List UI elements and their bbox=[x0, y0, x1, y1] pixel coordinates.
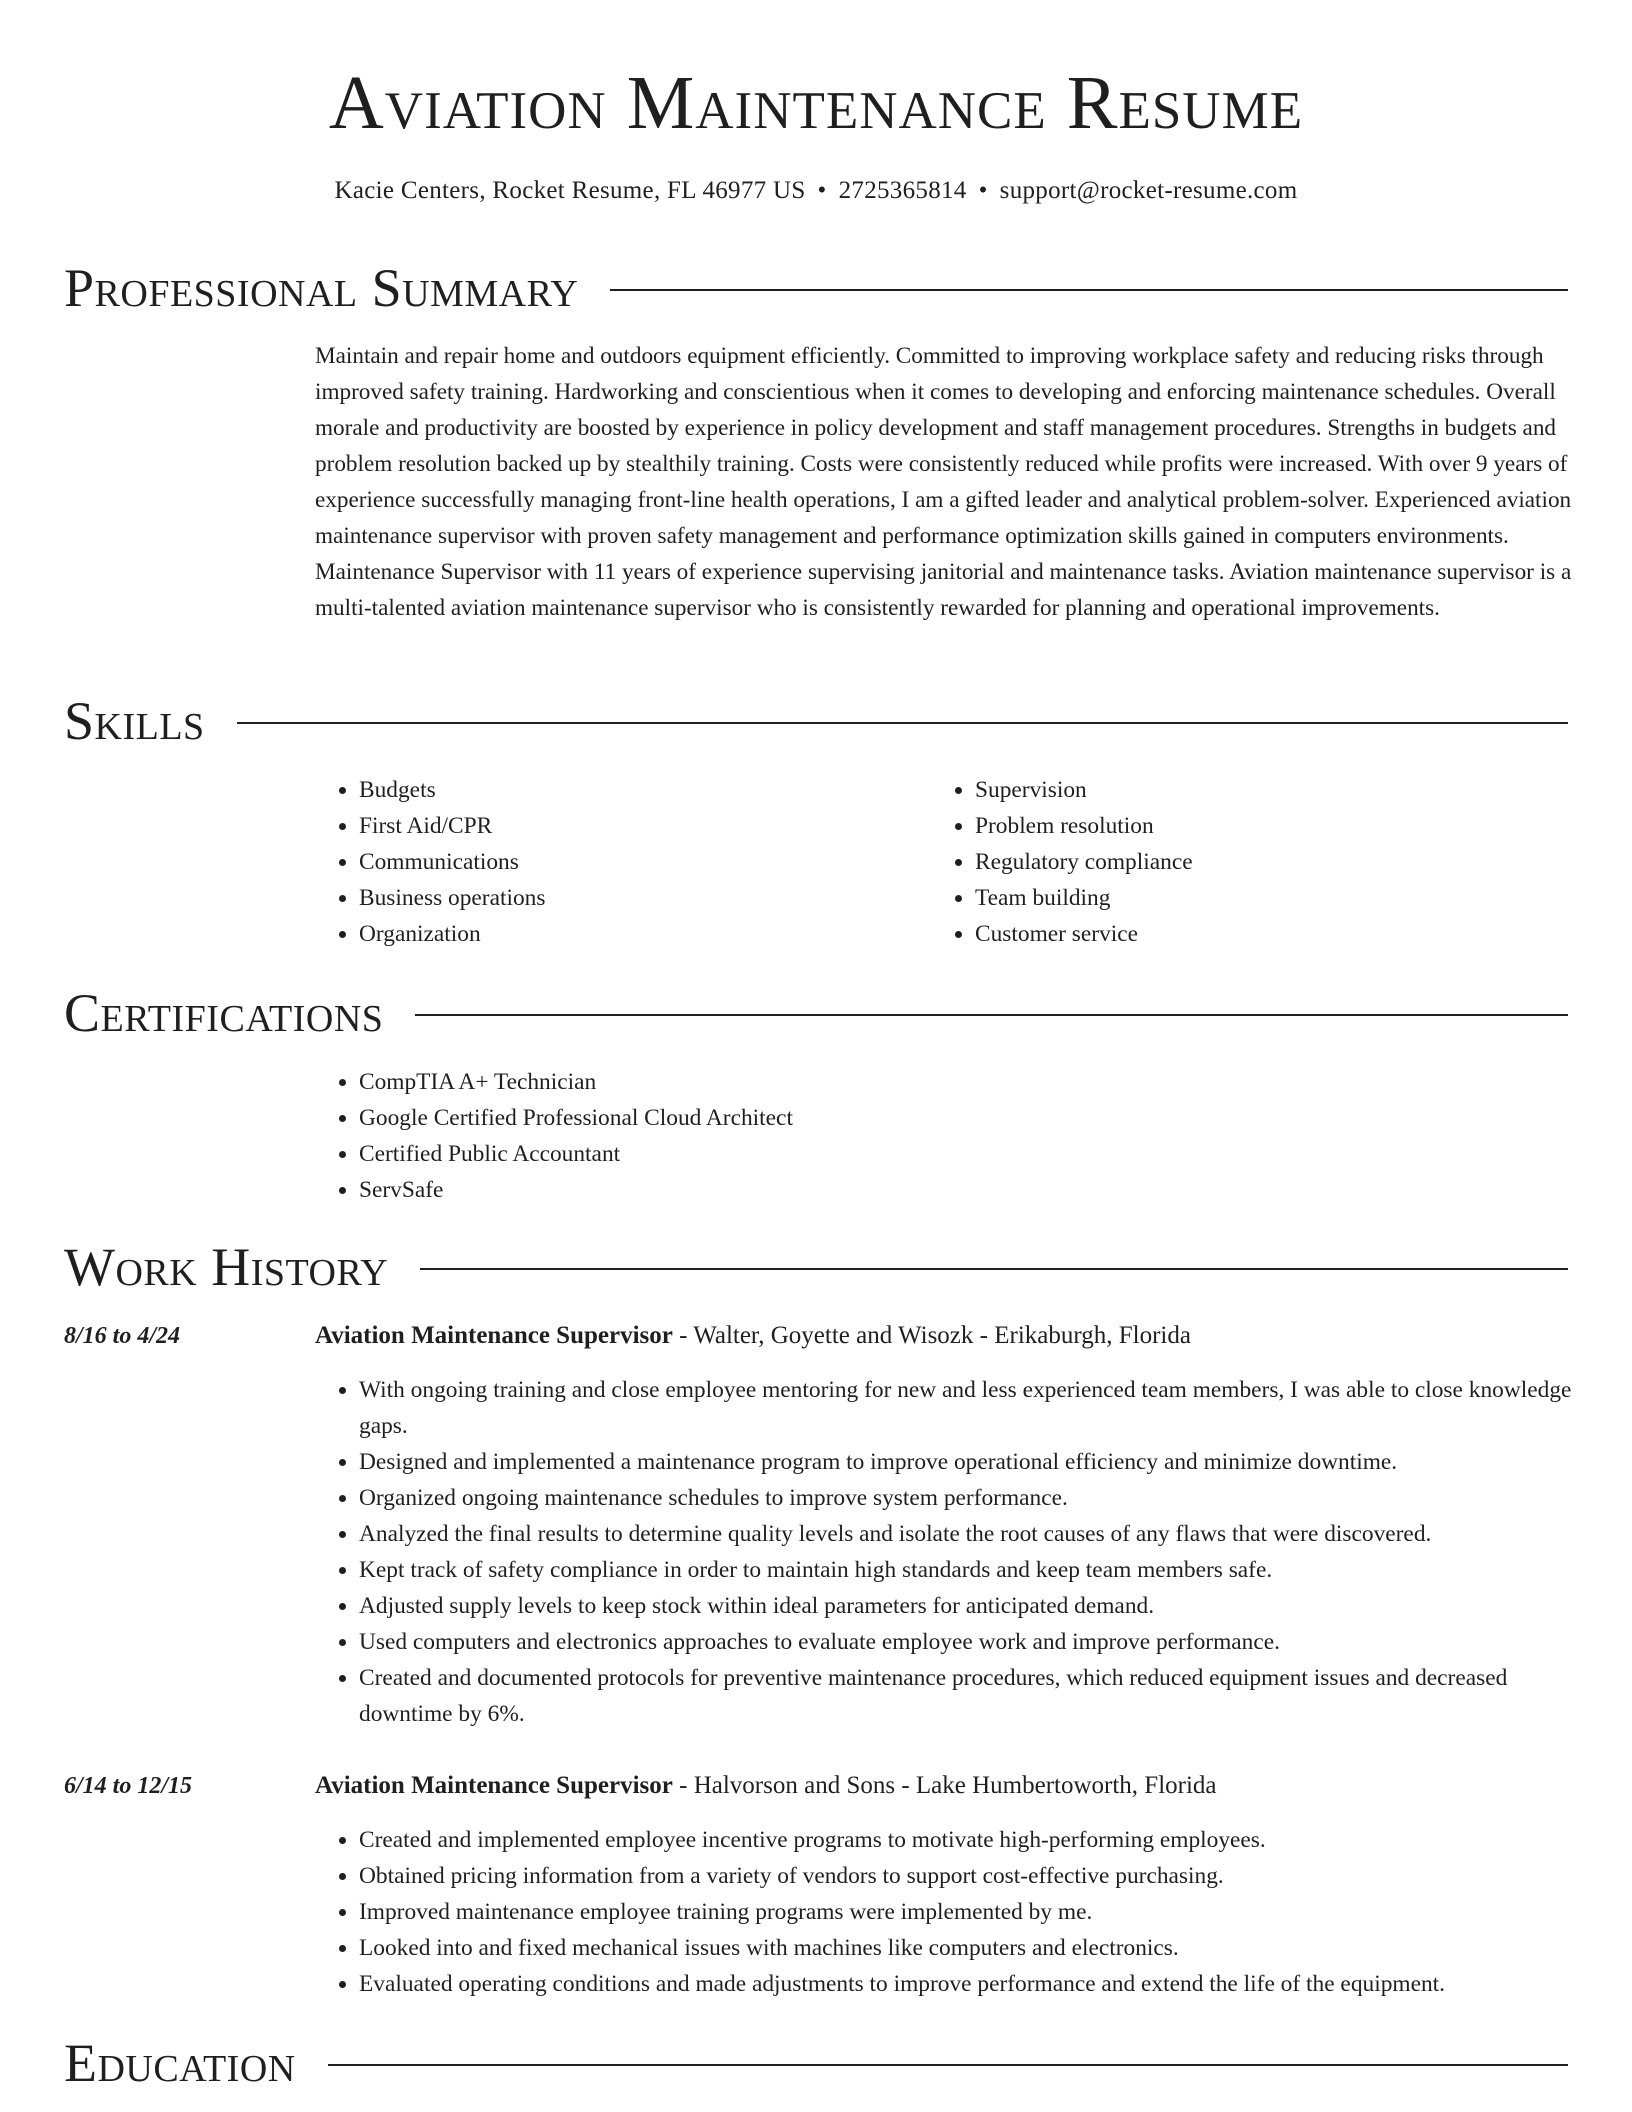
certification-item: • ServSafe bbox=[359, 1172, 1515, 1208]
section-divider bbox=[420, 1268, 1568, 1270]
job-bullet: • Adjusted supply levels to keep stock within ideal parameters for anticipated demand. bbox=[359, 1588, 1575, 1624]
job-title: Aviation Maintenance Supervisor bbox=[315, 1322, 673, 1349]
skill-item: • Team building bbox=[975, 880, 1531, 916]
summary-text: Maintain and repair home and outdoors equipment efficiently. Committed to improving workplace safety and reducing risks through improved safety training. Hardworking and conscientious when it comes to developing and enforcing maintenance schedules. Overall morale and productivity are boosted by experience in policy development and staff management procedures. Strengths in budgets and problem resolution backed up by stealthily training. Costs were consistently reduced while profits were increased. With over 9 years of experience successfully managing front-line health operations, I am a gifted leader and analytical problem-solver. Experienced aviation maintenance supervisor with proven safety management and performance optimization skills gained in computers environments. Maintenance Supervisor with 11 years of experience supervising janitorial and maintenance tasks. Aviation maintenance supervisor is a multi-talented aviation maintenance supervisor who is consistently rewarded for planning and operational improvements. bbox=[315, 343, 1572, 621]
certification-item: • Certified Public Accountant bbox=[359, 1136, 1515, 1172]
job-dates: 8/16 to 4/24 bbox=[64, 1323, 181, 1349]
skill-item: • Budgets bbox=[359, 772, 915, 808]
job-employer: - Walter, Goyette and Wisozk - Erikaburgh, Florida bbox=[672, 1322, 1191, 1349]
job-title-line bbox=[315, 1768, 1217, 1804]
skill-item: • Communications bbox=[359, 844, 915, 880]
skill-item: • Supervision bbox=[975, 772, 1531, 808]
job-bullet: • Organized ongoing maintenance schedules to improve system performance. bbox=[359, 1480, 1575, 1516]
contact-line bbox=[0, 174, 1632, 208]
job-bullet: • Improved maintenance employee training programs were implemented by me. bbox=[359, 1894, 1575, 1930]
job-title-line bbox=[315, 1318, 1191, 1354]
contact-separator: • bbox=[978, 177, 988, 204]
job-bullets bbox=[315, 1372, 1575, 1732]
contact-separator: • bbox=[817, 177, 827, 204]
section-certifications bbox=[64, 978, 1568, 1048]
resume-title: Aviation Maintenance Resume bbox=[328, 61, 1304, 145]
skill-item: • First Aid/CPR bbox=[359, 808, 915, 844]
section-heading-summary: Professional Summary bbox=[64, 258, 579, 318]
section-divider bbox=[610, 289, 1568, 291]
section-divider bbox=[415, 1014, 1568, 1016]
skill-item: • Regulatory compliance bbox=[975, 844, 1531, 880]
job-bullet: • Evaluated operating conditions and made adjustments to improve performance and extend the life of the equipment. bbox=[359, 1966, 1575, 2002]
certification-item: • CompTIA A+ Technician bbox=[359, 1064, 1515, 1100]
job-bullet: • Created and implemented employee incentive programs to motivate high-performing employees. bbox=[359, 1822, 1575, 1858]
skill-item: • Customer service bbox=[975, 916, 1531, 952]
contact-phone: 2725365814 bbox=[838, 177, 967, 204]
contact-address: Kacie Centers, Rocket Resume, FL 46977 US bbox=[334, 177, 806, 204]
skill-item: • Problem resolution bbox=[975, 808, 1531, 844]
section-divider bbox=[237, 722, 1568, 724]
job-bullet: • Created and documented protocols for preventive maintenance procedures, which reduced equipment issues and decreased downtime by 6%. bbox=[359, 1660, 1575, 1732]
job-bullet: • Used computers and electronics approaches to evaluate employee work and improve performance. bbox=[359, 1624, 1575, 1660]
job-bullet: • Designed and implemented a maintenance program to improve operational efficiency and minimize downtime. bbox=[359, 1444, 1575, 1480]
job-title: Aviation Maintenance Supervisor bbox=[315, 1772, 673, 1799]
certifications-list bbox=[315, 1064, 1515, 1208]
job-bullet: • Analyzed the final results to determine quality levels and isolate the root causes of any flaws that were discovered. bbox=[359, 1516, 1575, 1552]
section-professional-summary bbox=[64, 253, 1568, 323]
section-work-history bbox=[64, 1232, 1568, 1302]
job-bullet: • Obtained pricing information from a variety of vendors to support cost-effective purchasing. bbox=[359, 1858, 1575, 1894]
section-heading-education: Education bbox=[64, 2033, 296, 2093]
job-bullet: • Kept track of safety compliance in order to maintain high standards and keep team members safe. bbox=[359, 1552, 1575, 1588]
job-employer: - Halvorson and Sons - Lake Humbertoworth, Florida bbox=[672, 1772, 1217, 1799]
job-bullets bbox=[315, 1822, 1575, 2002]
skills-column-left bbox=[315, 772, 915, 952]
section-heading-work-history: Work History bbox=[64, 1237, 389, 1297]
certification-item: • Google Certified Professional Cloud Architect bbox=[359, 1100, 1515, 1136]
section-education bbox=[64, 2028, 1568, 2098]
contact-email: support@rocket-resume.com bbox=[999, 177, 1298, 204]
skill-item: • Organization bbox=[359, 916, 915, 952]
section-skills bbox=[64, 686, 1568, 756]
job-dates: 6/14 to 12/15 bbox=[64, 1773, 193, 1799]
job-bullet: • Looked into and fixed mechanical issues with machines like computers and electronics. bbox=[359, 1930, 1575, 1966]
job-bullet: • With ongoing training and close employee mentoring for new and less experienced team members, I was able to close knowledge gaps. bbox=[359, 1372, 1575, 1444]
skill-item: • Business operations bbox=[359, 880, 915, 916]
skills-column-right bbox=[931, 772, 1531, 952]
section-heading-certifications: Certifications bbox=[64, 983, 384, 1043]
section-heading-skills: Skills bbox=[64, 691, 205, 751]
section-divider bbox=[328, 2064, 1568, 2066]
